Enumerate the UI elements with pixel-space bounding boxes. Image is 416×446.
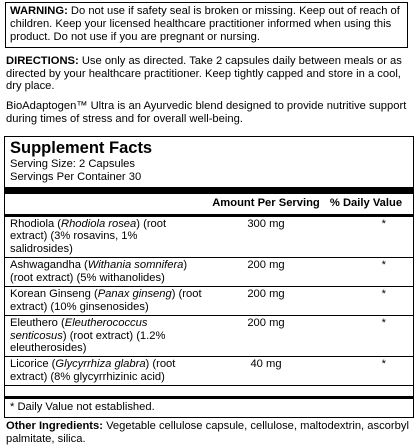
ingredient-row (5, 258, 413, 287)
header-daily-value: % Daily Value (329, 196, 403, 209)
thick-divider (5, 187, 413, 194)
ingredient-name-pre: Korean Ginseng ( (10, 287, 98, 300)
supplement-facts-panel (4, 136, 414, 418)
ingredient-name (10, 358, 208, 384)
ingredient-name-pre: Licorice ( (10, 358, 56, 371)
ingredient-latin-name: Withania somnifera (87, 259, 184, 272)
ingredient-amount: 200 mg (247, 316, 285, 329)
ingredient-amount: 300 mg (247, 217, 285, 230)
warning-body: Do not use if safety seal is broken or missing. Keep out of reach of children. Keep your licensed healthcare practitioner informed when using this product. Do not use if you are pregnant or nursing. (10, 5, 400, 43)
ingredient-daily-value: * (381, 217, 386, 230)
ingredient-name-pre: Rhodiola ( (10, 217, 61, 230)
ingredient-amount: 40 mg (250, 358, 282, 371)
ingredient-name (10, 259, 208, 285)
servings-per-container: Servings Per Container 30 (10, 170, 142, 183)
ingredient-name (10, 317, 208, 356)
ingredient-latin-name: Panax ginseng (97, 287, 172, 300)
directions-body: Use only as directed. Take 2 capsules daily between meals or as directed by your healthcare practitioner. Keep tightly capped and store in a cool, dry place. (6, 54, 402, 93)
facts-header-row (10, 194, 408, 214)
ingredient-name-post: ) (root extract) (5% withanolides) (10, 259, 188, 285)
ingredient-name-pre: Ashwagandha ( (10, 259, 88, 272)
ingredient-latin-name: Glycyrrhiza glabra (55, 358, 146, 371)
ingredient-name-post: ) (root extract) (1.2% eleutherosides) (10, 329, 166, 355)
ingredient-name (10, 218, 208, 257)
ingredient-daily-value: * (381, 358, 386, 371)
ingredient-row (5, 357, 413, 385)
ingredient-list (10, 217, 408, 386)
other-ingredients-body: Vegetable cellulose capsule, cellulose, maltodextrin, ascorbyl palmitate, silica. (6, 419, 409, 445)
ingredient-daily-value: * (381, 287, 386, 300)
directions-text (6, 55, 410, 94)
ingredient-daily-value: * (381, 259, 386, 272)
ingredient-row (5, 287, 413, 316)
blank-row (10, 386, 408, 396)
ingredient-latin-name: Eleutherococcus senticosus (10, 316, 148, 342)
ingredient-name-post: ) (root extract) (8% glycyrrhizinic acid) (10, 358, 176, 384)
warning-box (5, 2, 408, 48)
ingredient-daily-value: * (381, 316, 386, 329)
ingredient-name-post: ) (root extract) (10% ginsenosides) (10, 287, 202, 313)
ingredient-name (10, 288, 208, 314)
serving-size: Serving Size: 2 Capsules (10, 157, 135, 170)
ingredient-row (5, 316, 413, 358)
ingredient-name-pre: Eleuthero ( (10, 316, 65, 329)
product-description: BioAdaptogen™ Ultra is an Ayurvedic blend designed to provide nutritive support during times of stress and for overall well-being. (6, 100, 407, 126)
ingredient-amount: 200 mg (247, 259, 285, 272)
ingredient-name-post: ) (root extract) (3% rosavins, 1% salidrosides) (10, 217, 167, 256)
ingredient-row (5, 217, 413, 259)
header-amount: Amount Per Serving (212, 196, 320, 209)
daily-value-footnote: * Daily Value not established. (10, 401, 155, 414)
warning-text (10, 5, 403, 44)
warning-label: WARNING: (10, 5, 68, 17)
directions-label: DIRECTIONS: (6, 54, 79, 67)
other-ingredients-label: Other Ingredients: (6, 419, 103, 432)
ingredient-amount: 200 mg (247, 287, 285, 300)
supplement-facts-title: Supplement Facts (10, 139, 153, 157)
ingredient-latin-name: Rhodiola rosea (61, 217, 137, 230)
